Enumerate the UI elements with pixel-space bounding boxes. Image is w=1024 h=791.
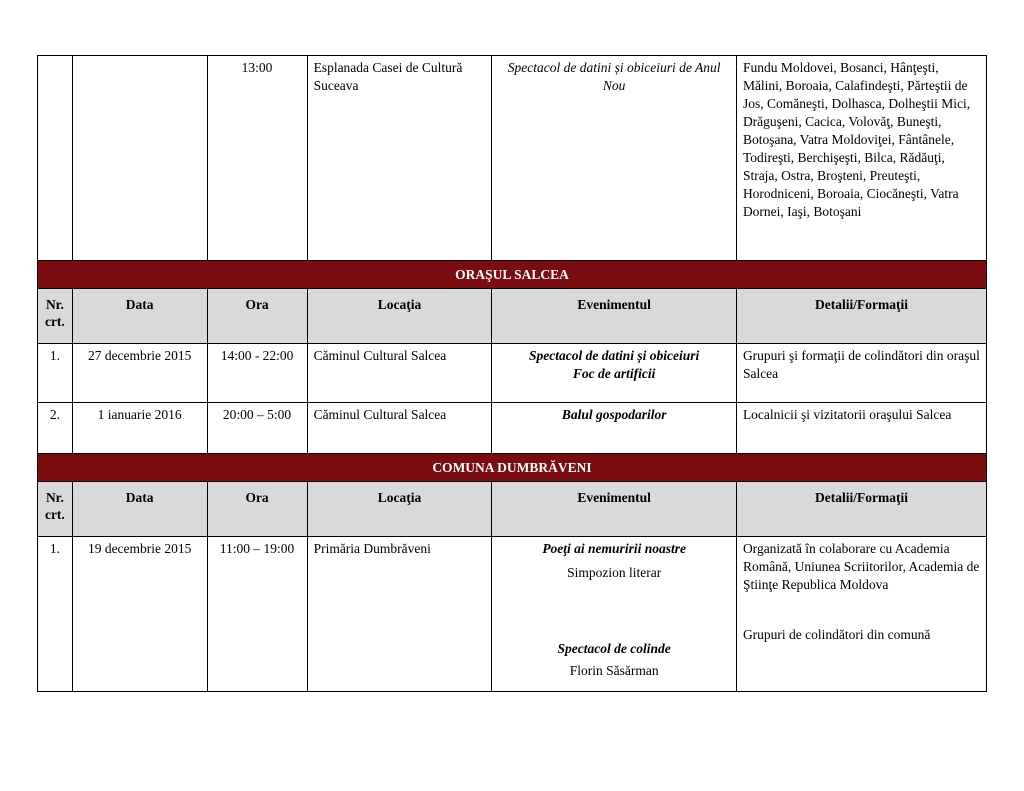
header-event: Evenimentul (492, 289, 737, 344)
header-event: Evenimentul (492, 482, 737, 537)
details-cell: Localnicii şi vizitatorii oraşului Salcea (736, 403, 986, 454)
header-nr: Nr. crt. (38, 482, 73, 537)
details-text: Organizată în colaborare cu Academia Română, Uniunea Scriitorilor, Academia de Ştiinţe Republica Moldova (742, 541, 980, 592)
section-title: COMUNA DUMBRĂVENI (38, 454, 987, 482)
event-title: Spectacol de datini și obiceiuri (529, 348, 700, 363)
nr-cell: 1. (38, 537, 73, 692)
time-cell: 14:00 - 22:00 (207, 344, 307, 403)
location-cell: Căminul Cultural Salcea (307, 344, 492, 403)
table-row (38, 537, 987, 692)
header-details: Detalii/Formaţii (736, 482, 986, 537)
time-cell: 11:00 – 19:00 (207, 537, 307, 692)
nr-cell: 1. (38, 344, 73, 403)
header-nr: Nr. crt. (38, 289, 73, 344)
nr-cell (38, 56, 73, 261)
schedule-table (37, 55, 987, 692)
event-title: Spectacol de colinde (557, 641, 671, 656)
header-time: Ora (207, 289, 307, 344)
event-cell (492, 344, 737, 403)
table-row (38, 344, 987, 403)
date-cell (72, 56, 207, 261)
event-cell: Spectacol de datini și obiceiuri de Anul Nou (492, 56, 737, 261)
date-cell: 1 ianuarie 2016 (72, 403, 207, 454)
details-cell: Fundu Moldovei, Bosanci, Hânţeşti, Mălini, Boroaia, Calafindeşti, Părteştii de Jos, Comăneşti, Dolhasca, Dolheştii Mici, Drăguşeni, Cacica, Volovăţ, Buneşti, Botoşana, Vatra Moldoviţei, Fântânele, Todireşti, Berchişeşti, Bilca, Rădăuţi, Straja, Ostra, Broşteni, Preuteşti, Horodniceni, Boroaia, Ciocăneşti, Vatra Dornei, Iaşi, Botoşani (736, 56, 986, 261)
location-cell: Căminul Cultural Salcea (307, 403, 492, 454)
event-cell (492, 403, 737, 454)
column-header-row (38, 482, 987, 537)
details-text: Grupuri de colindători din comună (742, 627, 931, 642)
header-time: Ora (207, 482, 307, 537)
details-cell (736, 537, 986, 692)
column-header-row (38, 289, 987, 344)
header-date: Data (72, 482, 207, 537)
section-header-salcea (38, 261, 987, 289)
event-subtitle: Simpozion literar (567, 565, 662, 580)
section-header-dumbraveni (38, 454, 987, 482)
header-location: Locaţia (307, 482, 492, 537)
date-cell: 19 decembrie 2015 (72, 537, 207, 692)
header-details: Detalii/Formaţii (736, 289, 986, 344)
time-cell: 20:00 – 5:00 (207, 403, 307, 454)
location-cell: Esplanada Casei de Cultură Suceava (307, 56, 492, 261)
event-title: Poeţi ai nemuririi noastre (542, 541, 686, 556)
event-title: Balul gospodarilor (561, 407, 667, 422)
table-row (38, 403, 987, 454)
details-cell: Grupuri şi formaţii de colindători din oraşul Salcea (736, 344, 986, 403)
header-location: Locaţia (307, 289, 492, 344)
event-cell (492, 537, 737, 692)
section-title: ORAŞUL SALCEA (38, 261, 987, 289)
time-cell: 13:00 (207, 56, 307, 261)
event-title: Foc de artificii (572, 366, 656, 381)
header-date: Data (72, 289, 207, 344)
table-row (38, 56, 987, 261)
event-subtitle: Florin Săsărman (569, 663, 659, 678)
nr-cell: 2. (38, 403, 73, 454)
date-cell: 27 decembrie 2015 (72, 344, 207, 403)
location-cell: Primăria Dumbrăveni (307, 537, 492, 692)
